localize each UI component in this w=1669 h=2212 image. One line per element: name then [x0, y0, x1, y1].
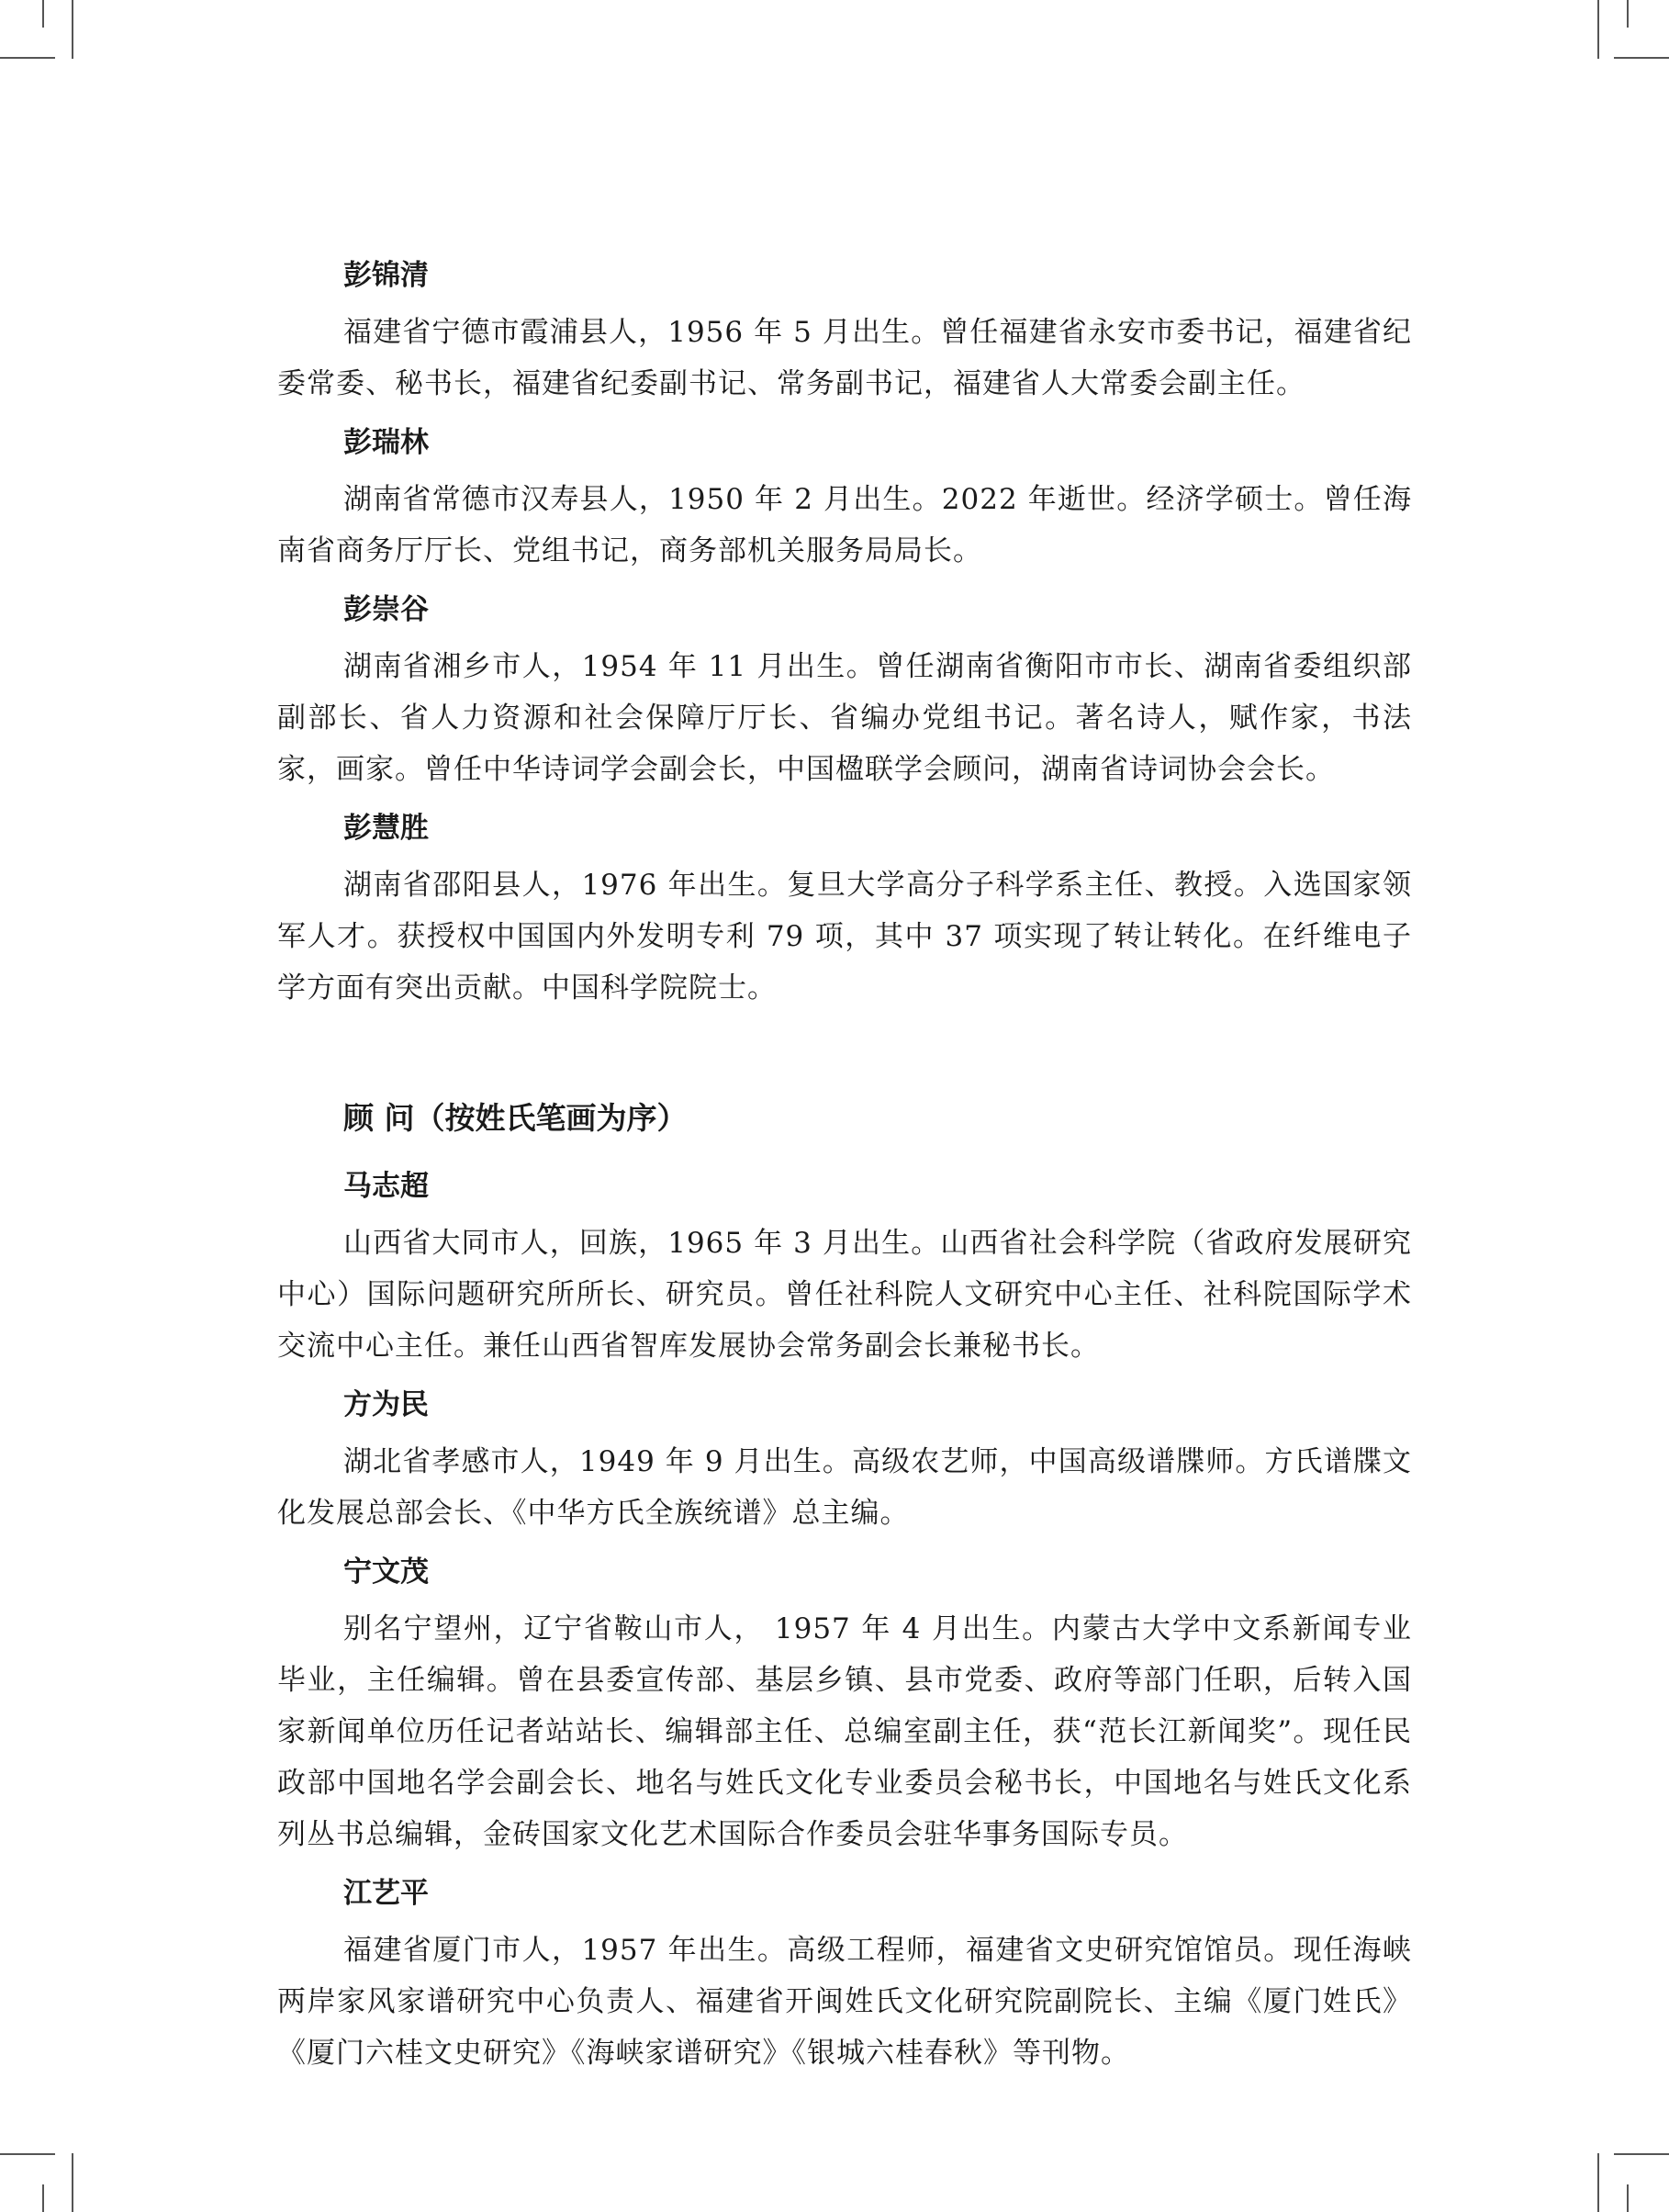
- person-name: 彭瑞林: [343, 426, 429, 459]
- person-bio: 湖南省常德市汉寿县人，1950 年 2 月出生。2022 年逝世。经济学硕士。曾任海南省商务厅厅长、党组书记，商务部机关服务局局长。: [277, 483, 1412, 567]
- person-name: 彭崇谷: [343, 593, 429, 626]
- biography-entry: [277, 803, 1412, 1014]
- person-bio: 福建省厦门市人，1957 年出生。高级工程师，福建省文史研究馆馆员。现任海峡两岸家风家谱研究中心负责人、福建省开闽姓氏文化研究院副院长、主编《厦门姓氏》《厦门六桂文史研究》《海峡家谱研究》《银城六桂春秋》等刊物。: [277, 1934, 1412, 2070]
- crop-mark-bottom-right-vertical-2: [1627, 2184, 1629, 2212]
- person-bio: 福建省宁德市霞浦县人，1956 年 5 月出生。曾任福建省永安市委书记，福建省纪委常委、秘书长，福建省纪委副书记、常务副书记，福建省人大常委会副主任。: [277, 316, 1412, 400]
- person-name: 彭慧胜: [343, 812, 429, 845]
- crop-mark-bottom-right-vertical: [1597, 2153, 1599, 2212]
- crop-mark-top-right-vertical: [1597, 0, 1599, 59]
- person-name: 宁文茂: [343, 1555, 429, 1589]
- crop-mark-bottom-left-horizontal: [0, 2153, 55, 2155]
- biography-entry: [277, 417, 1412, 577]
- person-name: 马志超: [343, 1170, 429, 1203]
- advisor-entry: [277, 1546, 1412, 1860]
- page-content: [277, 250, 1412, 2079]
- person-bio: 湖北省孝感市人，1949 年 9 月出生。高级农艺师，中国高级谱牒师。方氏谱牒文化发展总部会长、《中华方氏全族统谱》总主编。: [277, 1445, 1412, 1530]
- person-name: 彭锦清: [343, 259, 429, 292]
- crop-mark-bottom-left-vertical: [72, 2153, 73, 2212]
- person-bio: 山西省大同市人，回族，1965 年 3 月出生。山西省社会科学院（省政府发展研究中心）国际问题研究所所长、研究员。曾任社科院人文研究中心主任、社科院国际学术交流中心主任。兼任山西省智库发展协会常务副会长兼秘书长。: [277, 1227, 1412, 1363]
- crop-mark-top-right-vertical-2: [1627, 0, 1629, 28]
- crop-mark-top-right-horizontal: [1614, 57, 1669, 59]
- crop-mark-bottom-left-vertical-2: [42, 2184, 44, 2212]
- person-bio: 湖南省邵阳县人，1976 年出生。复旦大学高分子科学系主任、教授。入选国家领军人才。获授权中国国内外发明专利 79 项，其中 37 项实现了转让转化。在纤维电子学方面有突出贡献。中国科学院院士。: [277, 869, 1412, 1005]
- biography-entry: [277, 250, 1412, 410]
- advisor-entry: [277, 1868, 1412, 2079]
- person-name: 方为民: [343, 1388, 429, 1421]
- crop-mark-top-left-vertical-2: [42, 0, 44, 28]
- person-bio: 湖南省湘乡市人，1954 年 11 月出生。曾任湖南省衡阳市市长、湖南省委组织部副部长、省人力资源和社会保障厅厅长、省编办党组书记。著名诗人，赋作家，书法家，画家。曾任中华诗词学会副会长，中国楹联学会顾问，湖南省诗词协会会长。: [277, 650, 1412, 786]
- person-bio: 别名宁望州，辽宁省鞍山市人， 1957 年 4 月出生。内蒙古大学中文系新闻专业毕业，主任编辑。曾在县委宣传部、基层乡镇、县市党委、政府等部门任职，后转入国家新闻单位历任记者站站长、编辑部主任、总编室副主任，获“范长江新闻奖”。现任民政部中国地名学会副会长、地名与姓氏文化专业委员会秘书长，中国地名与姓氏文化系列丛书总编辑，金砖国家文化艺术国际合作委员会驻华事务国际专员。: [277, 1612, 1412, 1851]
- advisor-entry: [277, 1379, 1412, 1539]
- crop-mark-top-left-horizontal: [0, 57, 55, 59]
- biography-entry: [277, 584, 1412, 795]
- person-name: 江艺平: [343, 1877, 429, 1910]
- crop-mark-bottom-right-horizontal: [1614, 2153, 1669, 2155]
- section-title: 顾 问（按姓氏笔画为序）: [343, 1100, 688, 1136]
- advisor-entry: [277, 1161, 1412, 1372]
- crop-mark-top-left-vertical: [72, 0, 73, 59]
